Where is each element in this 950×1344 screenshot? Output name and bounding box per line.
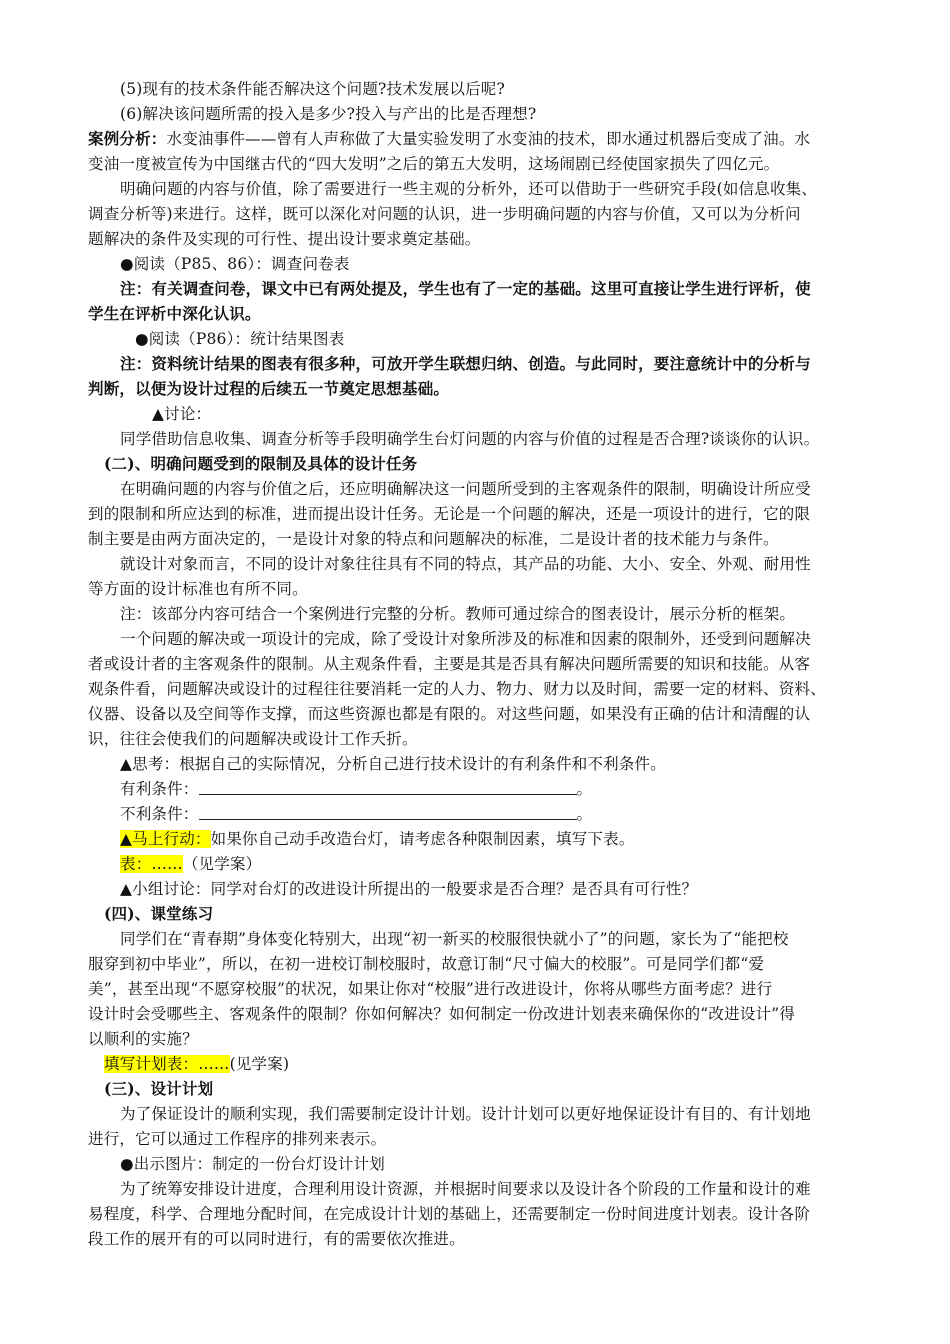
exercise-line: 同学们在“青春期”身体变化特别大，出现“初一新买的校服很快就小了”的问题，家长为了“能把校: [120, 930, 789, 948]
paragraph-line: 制主要是由两方面决定的，一是设计对象的特点和问题解决的标准，二是设计者的技术能力与条件。: [88, 530, 779, 548]
paragraph-line: 明确问题的内容与价值，除了需要进行一些主观的分析外，还可以借助于一些研究手段(如信息收集、: [120, 180, 818, 198]
section-heading-3: (三)、设计计划: [104, 1079, 214, 1098]
note-line: 学生在评析中深化认识。: [88, 304, 261, 323]
table-reference: [120, 854, 261, 874]
favorable-conditions-row: [120, 779, 592, 799]
paragraph-line: 观条件看，问题解决或设计的过程往往要消耗一定的人力、物力、财力以及时间，需要一定的材料、资料、: [88, 680, 826, 698]
paragraph-line: 易程度，科学、合理地分配时间，在完成设计计划的基础上，还需要制定一份时间进度计划表。设计各阶: [88, 1205, 811, 1223]
period: 。: [576, 780, 593, 798]
paragraph-line: 题解决的条件及实现的可行性、提出设计要求奠定基础。: [88, 230, 481, 248]
favorable-conditions-blank[interactable]: [199, 780, 577, 795]
reading-item-1: ●阅读（P85、86）：调查问卷表: [120, 255, 350, 273]
paragraph-line: 进行，它可以通过工作程序的排列来表示。: [88, 1130, 387, 1148]
case-analysis-label: 案例分析：: [88, 129, 167, 148]
case-analysis-line-2: 变油一度被宣传为中国继古代的“四大发明”之后的第五大发明，这场闹剧已经使国家损失了四亿元。: [88, 155, 780, 173]
thinking-prompt: ▲思考：根据自己的实际情况，分析自己进行技术设计的有利条件和不利条件。: [120, 755, 666, 773]
table-highlight: 表：……: [120, 855, 183, 873]
section-heading-4: (四)、课堂练习: [104, 904, 214, 923]
plan-table-text: (见学案): [229, 1055, 290, 1073]
paragraph-line: 仪器、设备以及空间等作支撑，而这些资源也都是有限的。对这些问题，如果没有正确的估计和清醒的认: [88, 705, 811, 723]
action-prompt: [120, 829, 635, 849]
paragraph-line: 到的限制和所应达到的标准，进而提出设计任务。无论是一个问题的解决，还是一项设计的进行，它的限: [88, 505, 811, 523]
exercise-line: 以顺利的实施？: [88, 1030, 198, 1048]
table-reference-text: （见学案）: [182, 855, 262, 873]
case-analysis-text: 水变油事件——曾有人声称做了大量实验发明了水变油的技术，即水通过机器后变成了油。水: [166, 130, 811, 148]
exercise-line: 设计时会受哪些主、客观条件的限制？你如何解决？如何制定一份改进计划表来确保你的“改进设计”得: [88, 1005, 796, 1023]
exercise-line: 服穿到初中毕业”，所以，在初一进校订制校服时，故意订制“尺寸偏大的校服”。可是同学们都“爱: [88, 955, 765, 973]
paragraph-line: 等方面的设计标准也有所不同。: [88, 580, 308, 598]
note-line: 注：该部分内容可结合一个案例进行完整的分析。教师可通过综合的图表设计，展示分析的框架。: [120, 605, 796, 623]
exercise-line: 美”，甚至出现“不愿穿校服”的状况，如果让你对“校服”进行改进设计，你将从哪些方面考虑？进行: [88, 980, 773, 998]
discussion-text: 同学借助信息收集、调查分析等手段明确学生台灯问题的内容与价值的过程是否合理?谈谈你的认识。: [120, 430, 820, 448]
plan-table-highlight: 填写计划表：……: [104, 1055, 230, 1073]
note-line: 注：有关调查问卷，课文中已有两处提及，学生也有了一定的基础。这里可直接让学生进行评析，使: [120, 279, 811, 298]
show-picture-item: ●出示图片：制定的一份台灯设计计划: [120, 1155, 385, 1173]
reading-item-2: ●阅读（P86）：统计结果图表: [135, 330, 345, 348]
question-6: (6)解决该问题所需的投入是多少?投入与产出的比是否理想?: [120, 105, 537, 123]
paragraph-line: 调查分析等)来进行。这样，既可以深化对问题的认识，进一步明确问题的内容与价值，又可以为分析问: [88, 205, 801, 223]
unfavorable-conditions-row: [120, 804, 592, 824]
paragraph-line: 为了保证设计的顺利实现，我们需要制定设计计划。设计计划可以更好地保证设计有目的、有计划地: [120, 1105, 811, 1123]
paragraph-line: 就设计对象而言，不同的设计对象往往具有不同的特点，其产品的功能、大小、安全、外观、耐用性: [120, 555, 811, 573]
note-line: 注：资料统计结果的图表有很多种，可放开学生联想归纳、创造。与此同时，要注意统计中的分析与: [120, 354, 811, 373]
paragraph-line: 识，往往会使我们的问题解决或设计工作夭折。: [88, 730, 418, 748]
plan-table-reference: [104, 1054, 289, 1074]
action-highlight: ▲马上行动：: [120, 830, 211, 848]
action-text: 如果你自己动手改造台灯，请考虑各种限制因素，填写下表。: [210, 830, 635, 848]
question-5: (5)现有的技术条件能否解决这个问题?技术发展以后呢?: [120, 80, 505, 98]
case-analysis-line-1: [88, 129, 810, 149]
note-line: 判断，以便为设计过程的后续五一节奠定思想基础。: [88, 379, 450, 398]
paragraph-line: 段工作的展开有的可以同时进行，有的需要依次推进。: [88, 1230, 465, 1248]
paragraph-line: 在明确问题的内容与价值之后，还应明确解决这一问题所受到的主客观条件的限制，明确设计所应受: [120, 480, 811, 498]
section-heading-2: (二)、明确问题受到的限制及具体的设计任务: [104, 454, 418, 473]
unfavorable-conditions-label: 不利条件：: [120, 805, 199, 823]
discussion-label: ▲讨论：: [152, 405, 212, 423]
group-discussion: ▲小组讨论：同学对台灯的改进设计所提出的一般要求是否合理？是否具有可行性？: [120, 880, 698, 898]
paragraph-line: 为了统筹安排设计进度，合理利用设计资源，并根据时间要求以及设计各个阶段的工作量和设计的难: [120, 1180, 811, 1198]
period: 。: [576, 805, 593, 823]
unfavorable-conditions-blank[interactable]: [199, 805, 577, 820]
favorable-conditions-label: 有利条件：: [120, 780, 199, 798]
paragraph-line: 一个问题的解决或一项设计的完成，除了受设计对象所涉及的标准和因素的限制外，还受到问题解决: [120, 630, 811, 648]
paragraph-line: 者或设计者的主客观条件的限制。从主观条件看，主要是其是否具有解决问题所需要的知识和技能。从客: [88, 655, 811, 673]
